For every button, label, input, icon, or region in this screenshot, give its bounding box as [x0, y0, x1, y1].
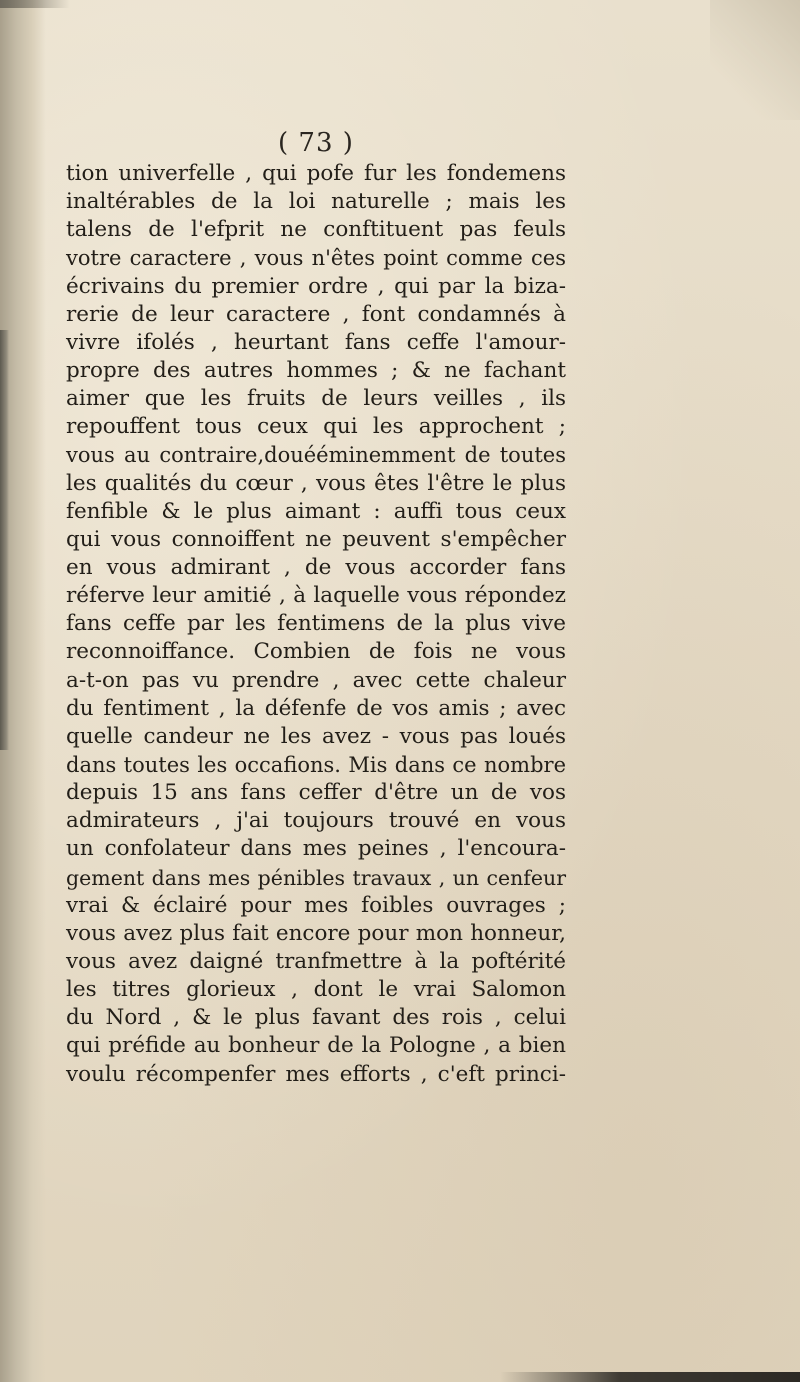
text-line: vous avez plus fait encore pour mon honneur, — [66, 920, 566, 946]
text-line: depuis 15 ans fans ceffer d'être un de vos — [66, 780, 566, 806]
text-line: les titres glorieux , dont le vrai Salomon — [66, 977, 566, 1003]
text-line: votre caractere , vous n'êtes point comme ces — [66, 246, 566, 271]
text-line: repouffent tous ceux qui les approchent ; — [66, 414, 566, 440]
page-bottom-edge — [500, 1372, 800, 1382]
text-line: les qualités du cœur , vous êtes l'être le plus — [66, 470, 566, 496]
text-line: voulu récompenfer mes efforts , c'eft princi- — [66, 1061, 566, 1087]
text-line: vrai & éclairé pour mes foibles ouvrages ; — [66, 892, 566, 918]
text-line: rerie de leur caractere , font condamnés à — [66, 301, 566, 327]
text-line: a-t-on pas vu prendre , avec cette chaleur — [66, 667, 566, 693]
text-line: en vous admirant , de vous accorder fans — [66, 554, 566, 580]
page-number: ( 73 ) — [278, 128, 354, 158]
text-line: vous avez daigné tranfmettre à la poftérité — [66, 948, 566, 974]
page-corner-fold — [710, 0, 800, 120]
text-line: aimer que les fruits de leurs veilles , ils — [66, 386, 566, 412]
body-text — [66, 160, 566, 1089]
text-line: tion univerfelle , qui pofe fur les fondemens — [66, 161, 566, 186]
text-line: fans ceffe par les fentimens de la plus vive — [66, 611, 566, 637]
text-line: talens de l'efprit ne conftituent pas feuls — [66, 217, 566, 243]
text-line: inaltérables de la loi naturelle ; mais les — [66, 189, 566, 215]
text-line: quelle candeur ne les avez - vous pas loués — [66, 723, 566, 749]
text-line: dans toutes les occafions. Mis dans ce nombre — [66, 752, 566, 777]
text-line: du fentiment , la défenfe de vos amis ; avec — [66, 695, 566, 721]
text-line: réferve leur amitié , à laquelle vous répondez — [66, 583, 566, 609]
text-line: un confolateur dans mes peines , l'encoura- — [66, 836, 566, 862]
text-line: fenfible & le plus aimant : auffi tous ceux — [66, 498, 566, 524]
text-line: qui vous connoiffent ne peuvent s'empêcher — [66, 526, 566, 552]
text-line: vous au contraire,douééminemment de toutes — [66, 443, 566, 468]
text-line: qui préfide au bonheur de la Pologne , a bien — [66, 1033, 566, 1059]
text-line: du Nord , & le plus favant des rois , celui — [66, 1005, 566, 1031]
text-line: reconnoiffance. Combien de fois ne vous — [66, 639, 566, 665]
text-line: gement dans mes pénibles travaux , un cenfeur — [66, 865, 566, 890]
page-top-corner — [0, 0, 70, 8]
text-line: vivre ifolés , heurtant fans ceffe l'amour- — [66, 329, 566, 355]
text-line: admirateurs , j'ai toujours trouvé en vous — [66, 808, 566, 834]
text-line: propre des autres hommes ; & ne fachant — [66, 357, 566, 383]
text-line: écrivains du premier ordre , qui par la biza- — [66, 273, 566, 299]
page-binding-edge — [0, 330, 9, 750]
